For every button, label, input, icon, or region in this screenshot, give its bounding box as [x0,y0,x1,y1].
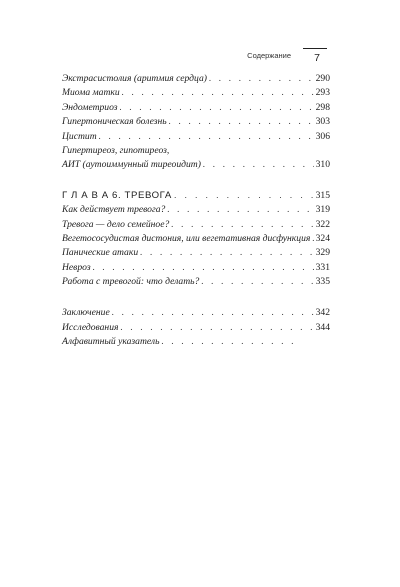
dot-leader [99,130,314,144]
toc-section-2 [62,203,330,289]
dot-leader [167,203,313,217]
toc-entry-title: Гипертиреоз, гипотиреоз, [62,144,170,156]
dot-leader [161,335,300,349]
toc-chapter-heading [62,189,330,203]
toc-entry-page: 293 [315,87,330,99]
toc-entry [62,130,330,144]
toc-entry-title: Тревога — дело семейное? [62,218,170,230]
toc-entry-page: 335 [315,276,330,288]
toc-entry-page: 319 [315,204,330,216]
toc-entry [62,218,330,232]
toc-entry [62,275,330,289]
toc-entry-continued [62,144,330,158]
toc-entry-title: Панические атаки [62,247,139,259]
toc-entry-page: 322 [315,218,330,230]
dot-leader [120,101,314,115]
toc-entry-page: 306 [315,130,330,142]
toc-entry-title: Эндометриоз [62,101,118,113]
running-head-title: Содержание [247,51,291,60]
toc-section-1 [62,72,330,173]
toc-entry [62,203,330,217]
toc-entry [62,101,330,115]
toc-entry-title: Исследования [62,321,119,333]
dot-leader [122,86,314,100]
running-head-rule [303,48,327,49]
toc-entry [62,335,330,349]
dot-leader [203,158,314,172]
toc-entry-title: АИТ (аутоиммунный тиреоидит) [62,159,201,171]
toc-entry-title: Заключение [62,307,110,319]
toc-entry [62,158,330,172]
dot-leader [174,189,314,203]
toc-entry-page: 303 [315,116,330,128]
chapter-title: Г Л А В А 6. ТРЕВОГА [62,189,172,201]
toc-entry-title: Миома матки [62,87,120,99]
toc-entry-page: 298 [315,101,330,113]
toc-entry-title: Как действует тревога? [62,204,166,216]
toc-entry [62,86,330,100]
toc-entry-title: Алфавитный указатель [62,336,160,348]
toc-entry [62,246,330,260]
dot-leader [169,115,314,129]
table-of-contents [62,72,330,350]
toc-entry [62,115,330,129]
toc-entry [62,232,330,246]
toc-entry-page: 331 [315,261,330,273]
running-head [62,48,327,72]
toc-entry-title: Невроз [62,261,91,273]
toc-entry-page: 329 [315,247,330,259]
dot-leader [209,72,314,86]
toc-entry-title: Экстрасистолия (аритмия сердца) [62,73,207,84]
toc-entry-title: Гипертоническая болезнь [62,116,167,128]
dot-leader [201,275,313,289]
toc-section-3 [62,306,330,349]
toc-entry-page: 342 [315,307,330,319]
toc-entry-page: 290 [315,73,330,84]
toc-entry-page: 310 [315,159,330,171]
dot-leader [93,261,314,275]
section-spacer [62,289,330,306]
toc-entry [62,261,330,275]
toc-entry-title: Вегетососудистая дистония, или вегетативная дисфункция [62,232,311,244]
chapter-page: 315 [315,189,330,201]
page-number: 7 [314,52,320,64]
toc-entry [62,306,330,320]
toc-entry [62,321,330,335]
toc-entry-title: Работа с тревогой: что делать? [62,276,200,288]
toc-entry-page: 324 [315,232,330,244]
toc-entry-title: Цистит [62,130,97,142]
dot-leader [312,232,313,246]
toc-entry [62,72,330,86]
dot-leader [171,218,313,232]
section-spacer [62,173,330,189]
dot-leader [120,321,313,335]
toc-entry-page: 344 [315,321,330,333]
dot-leader [112,306,314,320]
dot-leader [140,246,313,260]
